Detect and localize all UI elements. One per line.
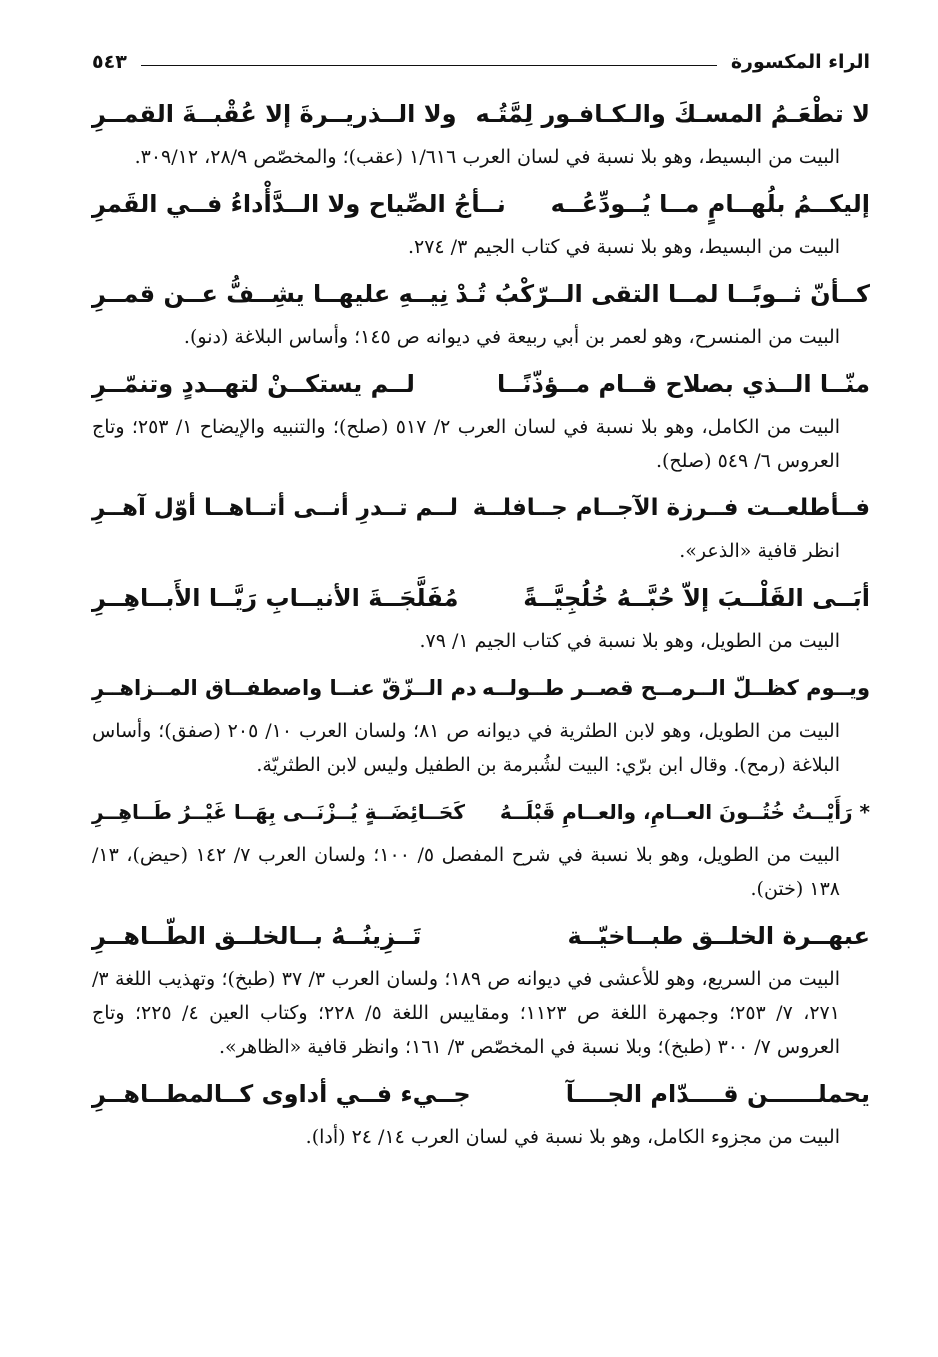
second-hemistich: نــأجُ الصِّياح ولا الــدَّأْداءُ فــي القَمرِ: [92, 190, 506, 218]
verse-entry: [92, 358, 870, 478]
verse-line: [92, 786, 870, 838]
source-note: البيت من البسيط، وهو بلا نسبة في كتاب الجيم ٣/ ٢٧٤.: [407, 236, 840, 258]
second-hemistich: مُفَلَّجَــةَ الأنيــابِ رَيَّــا الأَبــاهِــرِ: [92, 584, 459, 612]
second-hemistich: دم الــزّقّ عنــا واصطفــاق المــزاهــرِ: [92, 676, 477, 700]
first-hemistich: عبهــرة الخلــق طبــاخيّــة: [567, 922, 870, 950]
source-note: البيت من الطويل، وهو لابن الطثرية في ديوانه ص ٨١؛ ولسان العرب ١٠/ ٢٠٥ (صفق)؛ وأساس البلاغة (رمح). وقال ابن برّي: البيت لشُبرمة بن الطفيل وليس لابن الطثريّة.: [92, 720, 841, 776]
second-hemistich: لــم تــدرِ أنــى أتــاهــا أوّل آهــرِ: [92, 495, 459, 521]
second-hemistich: لــم يستكــنْ لتهــددٍ وتنمّــرِ: [92, 370, 415, 398]
second-hemistich: ولا الــذريــرةَ إلا عُقْبــةَ القمــرِ: [92, 100, 457, 128]
verse-line: [92, 1068, 870, 1120]
first-hemistich: فــأطلعــت فــرزة الآجــام جــافلــة: [472, 495, 870, 521]
source-note: البيت من السريع، وهو للأعشى في ديوانه ص ١٨٩؛ ولسان العرب ٣/ ٣٧ (طبخ)؛ وتهذيب اللغة ٣/ ٢٧١، ٧/ ٢٥٣؛ وجمهرة اللغة ص ١١٢٣؛ ومقاييس اللغة ٥/ ٢٢٨؛ وكتاب العين ٤/ ٢٢٥؛ وتاج العروس ٧/ ٣٠٠ (طبخ)؛ وبلا نسبة في المخصّص ٣/ ١٦١؛ وانظر قافية «الظاهر».: [92, 968, 840, 1058]
verse-entry: [92, 268, 870, 354]
verse-line: [92, 178, 870, 230]
running-header: [92, 40, 870, 84]
source-note: انظر قافية «الذعر».: [679, 540, 840, 562]
verse-entry: [92, 482, 870, 568]
second-hemistich: تَــزِينُــهُ بــالخلــق الطّــاهــرِ: [92, 922, 422, 950]
header-rule: [141, 65, 717, 66]
verse-entry: [92, 662, 870, 782]
verse-line: [92, 910, 870, 962]
first-hemistich: ويــوم كظــلّ الــرمــح قصــر طــولــه: [482, 676, 870, 700]
verse-entry: [92, 910, 870, 1064]
first-hemistich: أبَــى القَلْــبَ إلاّ حُبَّــهُ خُلُجِيَّــةً: [523, 584, 870, 612]
first-hemistich: لا تطْعَـمُ المسـكَ والـكـافـور لِمَّتُـه: [475, 100, 870, 128]
second-hemistich: جــيء فــي أداوى كــالمطــاهــرِ: [92, 1080, 471, 1108]
source-note: البيت من الطويل، وهو بلا نسبة في شرح المفصل ٥/ ١٠٠؛ ولسان العرب ٧/ ١٤٢ (حيض)، ١٣/ ١٣٨ (ختن).: [92, 844, 840, 900]
verse-line: [92, 482, 870, 534]
source-note: البيت من المنسرح، وهو لعمر بن أبي ربيعة في ديوانه ص ١٤٥؛ وأساس البلاغة (دنو).: [183, 326, 840, 348]
verse-line: [92, 268, 870, 320]
verse-entry: [92, 572, 870, 658]
chapter-title: الراء المكسورة: [730, 51, 870, 73]
second-hemistich: نِيــهِ عليهــا يشِــفُّ عــن قمــرِ: [92, 280, 449, 308]
verse-line: [92, 572, 870, 624]
document-page: [92, 40, 870, 1154]
verse-line: [92, 358, 870, 410]
second-hemistich: كَحَــائِضَــةٍ يُــزْنَــى بِهَــا غَيْــرُ طَــاهِــرِ: [92, 800, 465, 824]
first-hemistich: كــأنّ ثــوبًــا لمــا التقى الــرّكْبُ تُـدْ: [455, 280, 870, 308]
source-note: البيت من الكامل، وهو بلا نسبة في لسان العرب ٢/ ٥١٧ (صلح)؛ والتنبيه والإيضاح ١/ ٢٥٣؛ وتاج العروس ٦/ ٥٤٩ (صلح).: [92, 416, 840, 472]
source-note: البيت من الطويل، وهو بلا نسبة في كتاب الجيم ١/ ٧٩.: [419, 630, 840, 652]
first-hemistich: إليكــمُ بلُهــامٍ مــا يُــودِّعُــه: [550, 190, 870, 218]
verse-entry: [92, 178, 870, 264]
verse-entry: [92, 88, 870, 174]
first-hemistich: * رَأَيْــتُ خُتُــونَ العــامِ، والعــامِ قَبْلَــهُ: [499, 800, 870, 824]
verse-line: [92, 662, 870, 714]
source-note: البيت من البسيط، وهو بلا نسبة في لسان العرب ١/٦١٦ (عقب)؛ والمخصّص ٢٨/٩، ٣٠٩/١٢.: [134, 146, 840, 168]
page-number: ٥٤٣: [92, 51, 127, 73]
verse-entry: [92, 786, 870, 906]
first-hemistich: يحملــــــن قــــدّام الجــــآ: [565, 1080, 870, 1108]
verse-line: [92, 88, 870, 140]
verse-entry: [92, 1068, 870, 1154]
source-note: البيت من مجزوء الكامل، وهو بلا نسبة في لسان العرب ١٤/ ٢٤ (أدا).: [305, 1126, 840, 1148]
first-hemistich: منّــا الــذي بصلاح قــام مــؤذّنًــا: [497, 370, 870, 398]
